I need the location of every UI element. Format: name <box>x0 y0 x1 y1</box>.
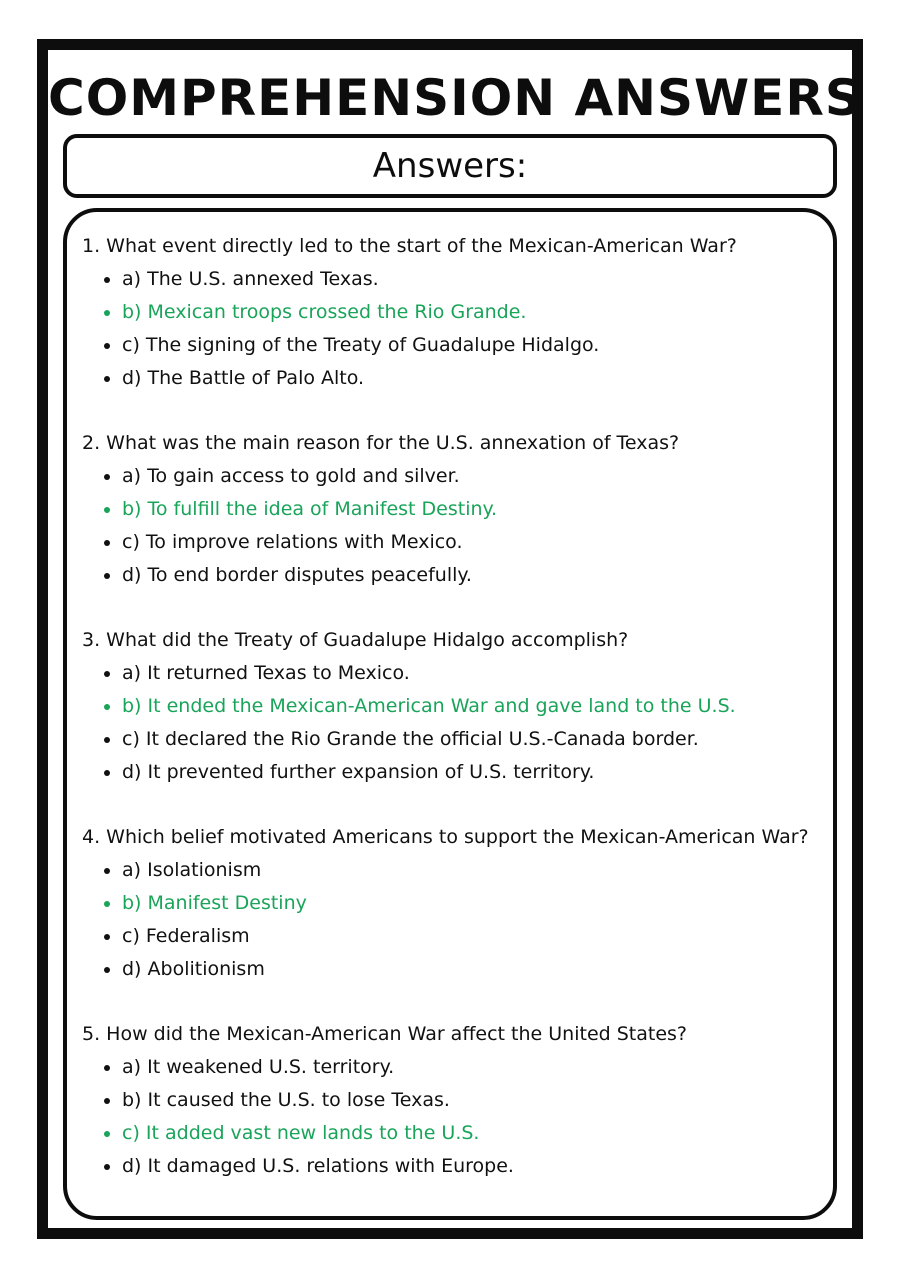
option-c: c) The signing of the Treaty of Guadalupe Hidalgo. <box>104 329 822 362</box>
option-b-correct-answer: b) Manifest Destiny <box>104 887 822 920</box>
option-c: c) Federalism <box>104 920 822 953</box>
option-d: d) To end border disputes peacefully. <box>104 559 822 592</box>
option-d: d) It damaged U.S. relations with Europe. <box>104 1150 822 1183</box>
option-a: a) To gain access to gold and silver. <box>104 460 822 493</box>
option-b-correct-answer: b) Mexican troops crossed the Rio Grande. <box>104 296 822 329</box>
question-3 <box>82 624 822 821</box>
option-b-correct-answer: b) It ended the Mexican-American War and gave land to the U.S. <box>104 690 822 723</box>
option-d: d) It prevented further expansion of U.S. territory. <box>104 756 822 789</box>
option-a: a) It returned Texas to Mexico. <box>104 657 822 690</box>
option-d: d) Abolitionism <box>104 953 822 986</box>
question-list <box>82 230 822 1215</box>
page-title: COMPREHENSION ANSWERS <box>48 69 862 127</box>
question-text: 1. What event directly led to the start of the Mexican-American War? <box>82 235 737 257</box>
question-text: 2. What was the main reason for the U.S. annexation of Texas? <box>82 432 680 454</box>
option-c: c) It declared the Rio Grande the official U.S.-Canada border. <box>104 723 822 756</box>
option-b: b) It caused the U.S. to lose Texas. <box>104 1084 822 1117</box>
question-4 <box>82 821 822 1018</box>
option-d: d) The Battle of Palo Alto. <box>104 362 822 395</box>
worksheet-frame <box>37 39 863 1239</box>
answers-heading: Answers: <box>63 134 837 198</box>
option-list <box>82 1051 822 1183</box>
option-a: a) The U.S. annexed Texas. <box>104 263 822 296</box>
option-a: a) It weakened U.S. territory. <box>104 1051 822 1084</box>
option-a: a) Isolationism <box>104 854 822 887</box>
option-list <box>82 854 822 986</box>
question-text: 4. Which belief motivated Americans to support the Mexican-American War? <box>82 826 809 848</box>
option-c-correct-answer: c) It added vast new lands to the U.S. <box>104 1117 822 1150</box>
answers-panel <box>63 208 837 1220</box>
question-text: 3. What did the Treaty of Guadalupe Hidalgo accomplish? <box>82 629 629 651</box>
question-2 <box>82 427 822 624</box>
option-list <box>82 263 822 395</box>
option-c: c) To improve relations with Mexico. <box>104 526 822 559</box>
question-5 <box>82 1018 822 1215</box>
question-text: 5. How did the Mexican-American War affect the United States? <box>82 1023 688 1045</box>
option-list <box>82 460 822 592</box>
option-b-correct-answer: b) To fulfill the idea of Manifest Destiny. <box>104 493 822 526</box>
question-1 <box>82 230 822 427</box>
option-list <box>82 657 822 789</box>
